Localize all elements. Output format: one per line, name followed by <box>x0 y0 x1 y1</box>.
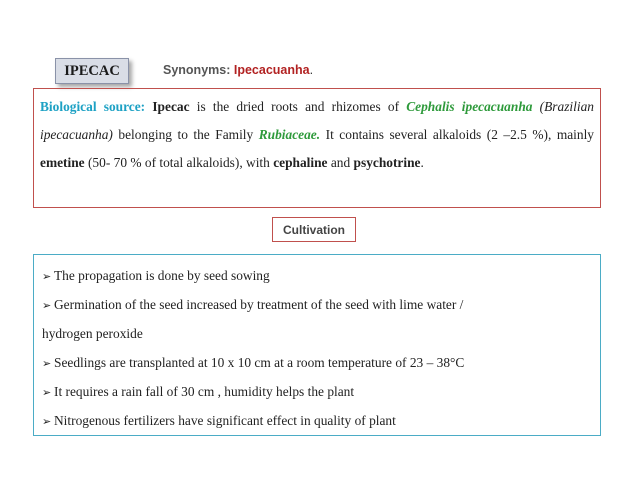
list-item <box>42 377 592 406</box>
synonyms <box>163 63 313 77</box>
cultivation-box <box>33 254 601 436</box>
synonyms-period: . <box>309 63 314 77</box>
bio-text-6: . <box>420 155 424 170</box>
bio-text-5: and <box>327 155 354 170</box>
list-item-text: The propagation is done by seed sowing <box>54 268 270 283</box>
family-name: Rubiaceae. <box>258 127 321 142</box>
bio-text-4: (50- 70 % of total alkaloids), with <box>84 155 274 170</box>
cultivation-heading <box>272 217 356 242</box>
cephaline-term: cephaline <box>273 155 328 170</box>
biological-source-label: Biological source: <box>40 99 146 114</box>
synonyms-label: Synonyms: <box>163 63 231 77</box>
cultivation-label: Cultivation <box>283 222 345 237</box>
bio-text-3: It contains several alkaloids (2 –2.5 %), mainly <box>320 127 595 142</box>
list-item <box>42 261 592 290</box>
ipecac-term: Ipecac <box>152 99 190 114</box>
bio-text-1: is the dried roots and rhizomes of <box>189 99 407 114</box>
bio-text-2: belonging to the Family <box>112 127 259 142</box>
emetine-term: emetine <box>40 155 85 170</box>
list-item <box>42 406 592 435</box>
page-title: IPECAC <box>64 62 120 79</box>
list-item-text: Nitrogenous fertilizers have significant effect in quality of plant <box>54 413 396 428</box>
list-item-text: It requires a rain fall of 30 cm , humidity helps the plant <box>54 384 355 399</box>
brazilian-name: (Brazilian ipecacuanha) <box>40 99 594 142</box>
list-item-text: Germination of the seed increased by treatment of the seed with lime water / <box>54 297 464 312</box>
title-badge <box>55 58 129 84</box>
arrow-bullet-icon: ➢ <box>42 271 52 283</box>
list-item <box>42 290 592 319</box>
arrow-bullet-icon: ➢ <box>42 387 52 399</box>
biological-source-box <box>33 88 601 208</box>
arrow-bullet-icon: ➢ <box>42 416 52 428</box>
list-item-text: Seedlings are transplanted at 10 x 10 cm at a room temperature of 23 – 38°C <box>54 355 465 370</box>
arrow-bullet-icon: ➢ <box>42 358 52 370</box>
list-item-text: hydrogen peroxide <box>42 326 143 341</box>
arrow-bullet-icon: ➢ <box>42 300 52 312</box>
list-item <box>42 348 592 377</box>
synonyms-value: Ipecacuanha <box>233 63 310 77</box>
species-name: Cephalis ipecacuanha <box>406 99 533 114</box>
psychotrine-term: psychotrine <box>353 155 421 170</box>
list-item-continuation <box>42 319 592 348</box>
